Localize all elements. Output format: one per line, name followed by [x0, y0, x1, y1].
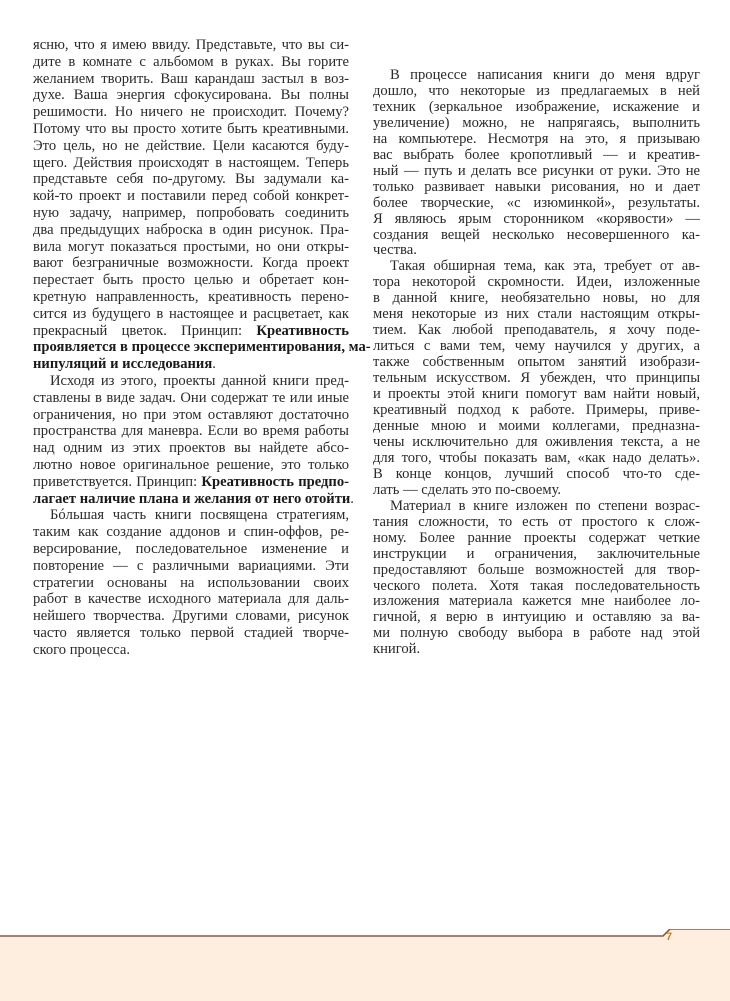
text-line: [33, 541, 349, 558]
text-line: [373, 610, 700, 626]
text-line: [373, 371, 700, 387]
paragraph: [373, 499, 700, 659]
text-segment: только развивает навыки рисования, но и дает: [373, 178, 700, 195]
text-line: [33, 591, 349, 608]
text-line: [373, 387, 700, 403]
text-segment: чества.: [373, 242, 417, 259]
text-segment: В процессе написания книги до меня вдруг: [390, 67, 700, 83]
text-segment: книгой.: [373, 641, 421, 658]
text-line: [33, 255, 349, 272]
text-segment: чены исключительно для оживления текста, а не: [373, 433, 700, 450]
text-line: [373, 547, 700, 563]
text-line: [373, 515, 700, 531]
text-segment: Это цель, но не действие. Цели касаются буду-: [33, 137, 349, 154]
text-line: [33, 507, 349, 524]
text-segment: вила могут показаться простыми, но они откры-: [33, 238, 349, 255]
text-line: [373, 116, 700, 132]
text-segment: решимости. Но ничего не происходит. Почему?: [33, 104, 349, 121]
text-segment: инструкции и ограничения, заключительные: [373, 545, 700, 562]
text-segment: Я являюсь ярым сторонником «корявости» —: [373, 210, 700, 227]
text-segment: тора некоторой скромности. Идеи, изложенные: [373, 274, 700, 291]
text-line: [373, 531, 700, 547]
text-segment: В конце концов, лучший способ что-то сде-: [373, 465, 700, 482]
bold-principle-text: Креативность: [256, 322, 349, 339]
text-segment: на компьютере. Несмотря на это, я призываю: [373, 130, 700, 147]
text-line: [33, 490, 354, 508]
text-segment: ческого полета. Хотя такая последовательность: [373, 577, 700, 594]
text-line: [373, 84, 700, 100]
text-segment: Бóльшая часть книги посвящена стратегиям,: [50, 507, 349, 524]
text-line: [33, 272, 349, 289]
text-segment: ограничения, но при этом оставляют достаточно: [33, 406, 349, 423]
text-line: [373, 148, 700, 164]
text-segment: более творческие, «с изюминкой», результаты.: [373, 194, 700, 211]
text-line: [373, 212, 700, 228]
text-segment: приветствуется. Принцип:: [33, 473, 202, 490]
left-text-column: [33, 37, 371, 658]
text-segment: сится из будущего в настоящее и расцветает, как: [33, 305, 349, 322]
paragraph: [373, 259, 700, 498]
text-segment: литься с вами тем, чему научился у других, а: [373, 338, 700, 355]
text-line: [33, 121, 349, 138]
text-line: [373, 68, 700, 84]
text-segment: версирование, последовательное изменение и: [33, 540, 349, 557]
text-segment: .: [350, 490, 354, 507]
text-segment: техник (зеркальное изображение, искажение и: [373, 98, 700, 115]
text-line: [373, 132, 700, 148]
text-line: [33, 71, 349, 88]
text-line: [373, 467, 700, 483]
text-segment: ского процесса.: [33, 641, 131, 658]
text-line: [33, 390, 349, 407]
text-line: [33, 407, 349, 424]
text-line: [373, 259, 700, 275]
text-line: [33, 524, 349, 541]
text-line: [373, 323, 700, 339]
text-line: [373, 403, 700, 419]
text-segment: денные мною и моими коллегами, предназна-: [373, 417, 700, 434]
text-segment: два предыдущих наброска в один рисунок. Пра-: [33, 221, 349, 238]
text-segment: над одним из этих проектов вы найдете абсо-: [33, 440, 349, 457]
text-line: [373, 451, 700, 467]
text-segment: изложения материала кажется мне наиболее ло-: [373, 593, 700, 610]
right-text-column: [373, 68, 700, 658]
text-line: [373, 339, 700, 355]
paragraph: [33, 372, 354, 507]
text-line: [33, 239, 349, 256]
text-line: [373, 100, 700, 116]
paragraph: [33, 37, 371, 373]
text-line: [373, 642, 700, 658]
text-line: [373, 419, 700, 435]
text-line: [373, 499, 700, 515]
text-segment: прекрасный цветок. Принцип:: [33, 322, 257, 339]
text-line: [33, 423, 349, 440]
text-segment: вают безграничные возможности. Когда проект: [33, 255, 349, 272]
bold-principle-text: проявляется в процессе экспериментирования, ма-: [33, 339, 371, 356]
text-segment: щего. Действия происходят в настоящем. Теперь: [33, 154, 349, 171]
text-line: [373, 626, 700, 642]
text-line: [373, 164, 700, 180]
text-segment: креативный подход к работе. Примеры, приве-: [373, 402, 700, 419]
text-line: [33, 171, 349, 188]
text-segment: ясню, что я имею ввиду. Представьте, что вы си-: [33, 37, 349, 53]
text-segment: дите в комнате с альбомом в руках. Вы горите: [33, 53, 349, 70]
text-line: [33, 54, 349, 71]
page-number: 7: [666, 931, 673, 943]
text-line: [33, 558, 349, 575]
text-line: [33, 155, 349, 172]
text-line: [373, 275, 700, 291]
paragraph: [373, 68, 700, 259]
text-segment: предоставляют больше возможностей для твор-: [373, 561, 700, 578]
text-segment: тием. Как любой преподаватель, я хочу поде-: [373, 322, 700, 339]
text-segment: ный — путь и делать все рисунки от руки. Это не: [373, 162, 700, 179]
text-segment: создания вещей несколько несовершенного ка-: [373, 226, 700, 243]
text-segment: повторение — с различными вариациями. Эти: [33, 557, 349, 574]
text-line: [373, 435, 700, 451]
text-line: [373, 563, 700, 579]
text-segment: Такая обширная тема, как эта, требует от ав-: [390, 258, 700, 275]
text-line: [33, 104, 349, 121]
text-segment: .: [212, 356, 216, 373]
text-segment: для того, чтобы показать вам, «как надо делать».: [373, 449, 700, 466]
text-segment: ную задачу, например, попробовать соединить: [33, 204, 349, 221]
text-line: [33, 373, 349, 390]
text-line: [373, 243, 700, 259]
text-segment: тельным искусством. Я убежден, что принципы: [373, 370, 700, 387]
text-segment: и проекты этой книги помогут вам найти новый,: [373, 386, 700, 403]
paragraph: [33, 507, 349, 658]
text-segment: также собственным опытом занятий изобрази-: [373, 354, 700, 371]
text-line: [33, 323, 349, 340]
text-line: [373, 483, 700, 499]
text-line: [33, 205, 349, 222]
text-segment: пространства для маневра. Если во время работы: [33, 423, 349, 440]
text-line: [33, 339, 371, 356]
text-line: [33, 356, 349, 373]
text-segment: работ в качестве исходного материала для даль-: [33, 591, 349, 608]
text-line: [373, 594, 700, 610]
footer-decoration: [0, 929, 730, 1001]
text-line: [373, 355, 700, 371]
text-line: [373, 307, 700, 323]
text-segment: увеличение) можно, не напрягаясь, выполнить: [373, 114, 700, 131]
text-line: [33, 608, 349, 625]
text-line: [33, 222, 349, 239]
text-segment: тания сложности, то есть от простого к слож-: [373, 513, 700, 530]
bold-principle-text: Креативность предпо-: [201, 473, 350, 490]
bold-principle-text: нипуляций и исследования: [33, 356, 213, 373]
text-line: [33, 440, 349, 457]
text-line: [33, 188, 349, 205]
text-segment: меня некоторые из них стали настоящим откры-: [373, 306, 700, 323]
text-line: [373, 579, 700, 595]
text-line: [33, 138, 349, 155]
text-line: [33, 642, 349, 659]
text-line: [373, 291, 700, 307]
text-segment: ми полную свободу выбора в работе над этой: [373, 625, 700, 642]
text-segment: лать — сделать это по-своему.: [373, 481, 562, 498]
page-footer-band: [0, 929, 730, 1001]
text-segment: ставлены в виде задач. Они содержат те или иные: [33, 389, 349, 406]
text-segment: часто является только первой стадией творче-: [33, 624, 349, 641]
text-segment: стратегии основаны на использовании своих: [33, 574, 349, 591]
text-line: [33, 289, 349, 306]
text-segment: духе. Ваша энергия сфокусирована. Вы полны: [33, 87, 349, 104]
text-segment: вас выбрать более кропотливый — и креатив-: [373, 146, 700, 163]
text-segment: ному. Более ранние проекты содержат четкие: [373, 529, 700, 546]
text-line: [373, 228, 700, 244]
text-segment: дошло, что некоторые из предлагаемых в ней: [373, 82, 700, 99]
text-segment: кретную направленность, креативность перено-: [33, 288, 349, 305]
text-segment: Потому что вы просто хотите быть креативными.: [33, 120, 349, 137]
text-segment: перестает быть просто целью и обретает кон-: [33, 272, 349, 289]
text-segment: представьте себя по-другому. Вы задумали ка-: [33, 171, 349, 188]
text-segment: желанием творить. Ваш карандаш застыл в воз-: [33, 70, 349, 87]
text-segment: таким как создание аддонов и спин-оффов, ре-: [33, 524, 349, 541]
text-line: [33, 306, 349, 323]
text-segment: гичной, я верю в интуицию и оставляю за ва-: [373, 609, 700, 626]
text-line: [373, 196, 700, 212]
bold-principle-text: лагает наличие плана и желания от него отойти: [33, 490, 351, 507]
text-line: [33, 87, 349, 104]
text-line: [33, 575, 349, 592]
text-segment: в данной книге, необязательно новы, но для: [373, 290, 700, 307]
text-segment: Исходя из этого, проекты данной книги пред-: [50, 372, 349, 389]
text-segment: лютно новое оригинальное решение, это только: [33, 456, 349, 473]
text-line: [373, 180, 700, 196]
text-segment: нейшего творчества. Другими словами, рисунок: [33, 608, 349, 625]
text-line: [33, 625, 349, 642]
text-line: [33, 37, 349, 54]
text-segment: Материал в книге изложен по степени возрас-: [390, 497, 700, 514]
text-line: [33, 457, 349, 474]
text-segment: кой-то проект и поставили перед собой конкрет-: [33, 188, 349, 205]
text-line: [33, 474, 349, 491]
